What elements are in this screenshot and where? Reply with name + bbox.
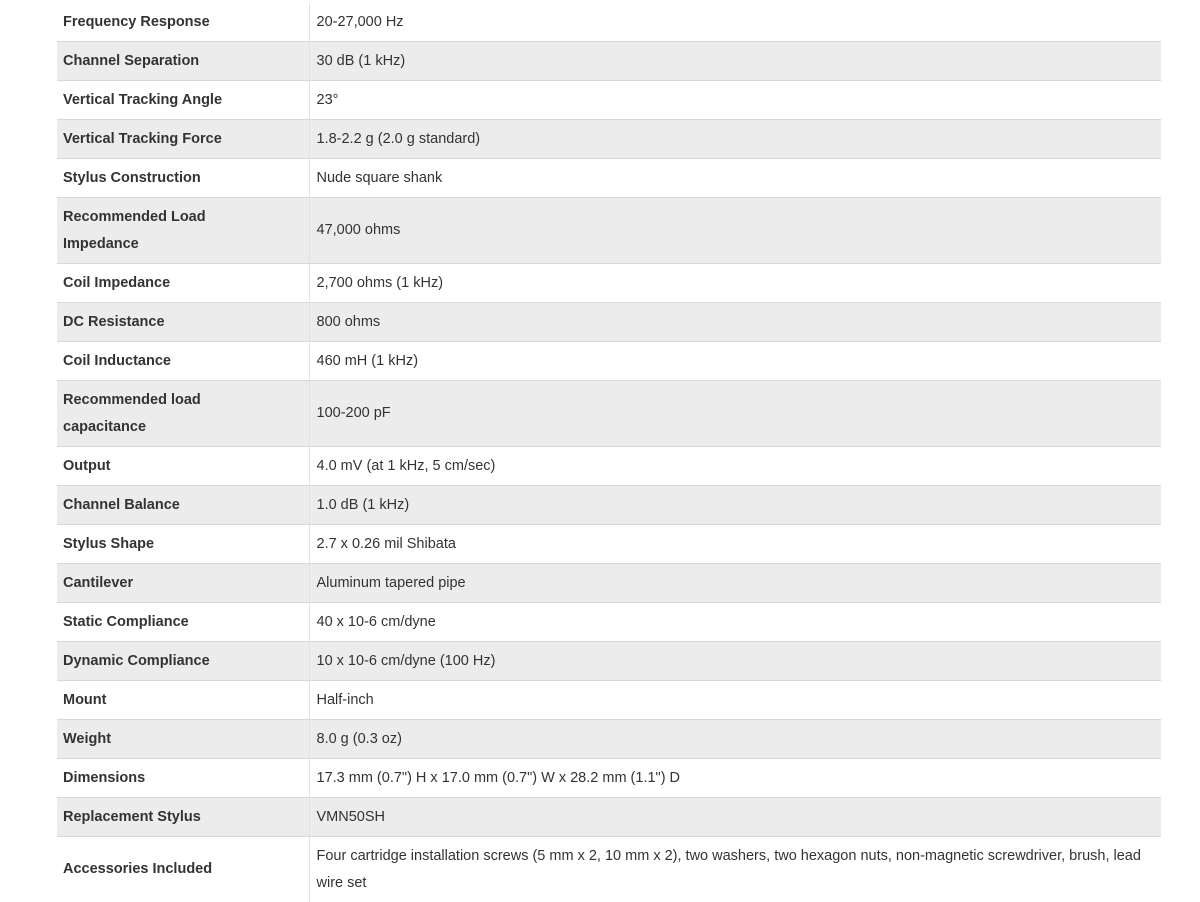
spec-row-weight — [57, 720, 1161, 759]
spec-label: Dimensions — [57, 759, 309, 798]
spec-label: Coil Inductance — [57, 342, 309, 381]
spec-label: Static Compliance — [57, 603, 309, 642]
spec-label: Weight — [57, 720, 309, 759]
spec-label: Vertical Tracking Angle — [57, 81, 309, 120]
spec-label: DC Resistance — [57, 303, 309, 342]
spec-row-static-compliance — [57, 603, 1161, 642]
spec-row-dc-resistance — [57, 303, 1161, 342]
spec-row-coil-impedance — [57, 264, 1161, 303]
spec-row-stylus-construction — [57, 159, 1161, 198]
spec-value: VMN50SH — [309, 798, 1161, 837]
spec-row-vertical-tracking-force — [57, 120, 1161, 159]
spec-value: 40 x 10-6 cm/dyne — [309, 603, 1161, 642]
spec-row-dynamic-compliance — [57, 642, 1161, 681]
spec-row-dimensions — [57, 759, 1161, 798]
spec-label: Channel Balance — [57, 486, 309, 525]
spec-label: Accessories Included — [57, 837, 309, 902]
spec-label: Cantilever — [57, 564, 309, 603]
spec-value: 800 ohms — [309, 303, 1161, 342]
spec-row-recommended-load-impedance — [57, 198, 1161, 264]
spec-value: 1.0 dB (1 kHz) — [309, 486, 1161, 525]
spec-row-stylus-shape — [57, 525, 1161, 564]
spec-value: 17.3 mm (0.7") H x 17.0 mm (0.7") W x 28.2 mm (1.1") D — [309, 759, 1161, 798]
spec-value: 47,000 ohms — [309, 198, 1161, 264]
spec-label: Output — [57, 447, 309, 486]
spec-value: Four cartridge installation screws (5 mm x 2, 10 mm x 2), two washers, two hexagon nuts, non-magnetic screwdriver, brush, lead wire set — [309, 837, 1161, 902]
spec-value: 460 mH (1 kHz) — [309, 342, 1161, 381]
spec-value: 2.7 x 0.26 mil Shibata — [309, 525, 1161, 564]
spec-label: Coil Impedance — [57, 264, 309, 303]
spec-value: Aluminum tapered pipe — [309, 564, 1161, 603]
spec-label: Dynamic Compliance — [57, 642, 309, 681]
spec-row-replacement-stylus — [57, 798, 1161, 837]
spec-value: 100-200 pF — [309, 381, 1161, 447]
spec-row-output — [57, 447, 1161, 486]
spec-value: 20-27,000 Hz — [309, 3, 1161, 42]
spec-value: Half-inch — [309, 681, 1161, 720]
spec-label: Frequency Response — [57, 3, 309, 42]
spec-row-vertical-tracking-angle — [57, 81, 1161, 120]
spec-row-frequency-response — [57, 3, 1161, 42]
spec-value: 10 x 10-6 cm/dyne (100 Hz) — [309, 642, 1161, 681]
spec-value: 30 dB (1 kHz) — [309, 42, 1161, 81]
spec-label: Mount — [57, 681, 309, 720]
spec-label: Stylus Construction — [57, 159, 309, 198]
spec-label: Stylus Shape — [57, 525, 309, 564]
spec-value: 4.0 mV (at 1 kHz, 5 cm/sec) — [309, 447, 1161, 486]
spec-row-channel-separation — [57, 42, 1161, 81]
specifications-table — [57, 3, 1161, 902]
spec-label: Channel Separation — [57, 42, 309, 81]
spec-value: Nude square shank — [309, 159, 1161, 198]
spec-row-mount — [57, 681, 1161, 720]
spec-label: Recommended Load Impedance — [57, 198, 309, 264]
spec-row-recommended-load-capacitance — [57, 381, 1161, 447]
spec-row-coil-inductance — [57, 342, 1161, 381]
spec-value: 8.0 g (0.3 oz) — [309, 720, 1161, 759]
spec-label: Vertical Tracking Force — [57, 120, 309, 159]
spec-label: Recommended load capacitance — [57, 381, 309, 447]
spec-value: 2,700 ohms (1 kHz) — [309, 264, 1161, 303]
spec-value: 23° — [309, 81, 1161, 120]
spec-row-accessories-included — [57, 837, 1161, 902]
spec-value: 1.8-2.2 g (2.0 g standard) — [309, 120, 1161, 159]
spec-row-cantilever — [57, 564, 1161, 603]
spec-label: Replacement Stylus — [57, 798, 309, 837]
spec-row-channel-balance — [57, 486, 1161, 525]
